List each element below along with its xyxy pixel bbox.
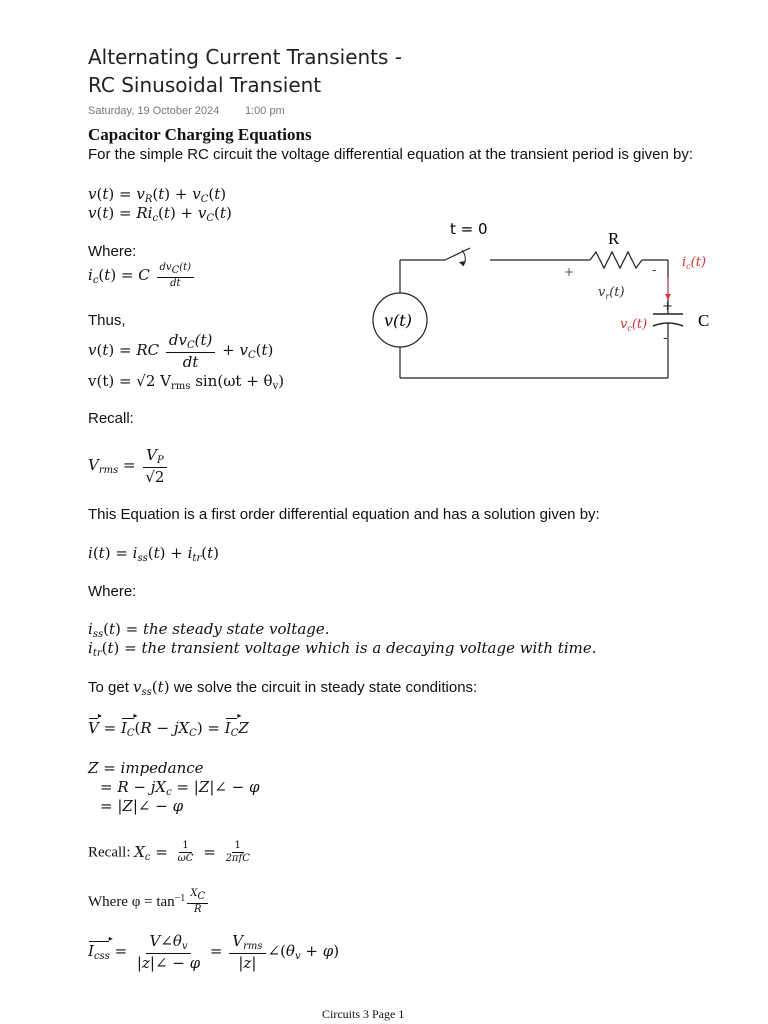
- equation-z-rect: = $R - jX_c$ = |Z|∠ − φ: [100, 778, 260, 798]
- section-heading: Capacitor Charging Equations: [88, 125, 312, 144]
- equation-kvl-ri: $v(t) = Ri_c(t) + v_C(t)$: [88, 204, 232, 224]
- resistor-minus: -: [652, 263, 657, 277]
- recall-label-1: Recall:: [88, 410, 134, 427]
- equation-solution: $i(t) = i_{ss}(t) + i_{tr}(t)$: [88, 544, 219, 564]
- where-label-1: Where:: [88, 243, 137, 260]
- page-date: Saturday, 19 October 2024: [88, 105, 220, 117]
- capacitor-plus: +: [662, 299, 673, 314]
- equation-phi: Where $\varphi = \tan^{-1}$ $\frac{X_C}{R}$: [88, 888, 210, 916]
- switch-label: t = 0: [450, 220, 488, 238]
- vc-label: $v_c(t)$: [620, 317, 648, 333]
- thus-label: Thus,: [88, 312, 126, 329]
- equation-z-polar: = |Z|∠ − φ: [100, 797, 184, 815]
- rc-circuit-diagram: [360, 210, 760, 390]
- equation-icss: $I_{css}$ ▸ = $\frac{V\angle\theta_v}{|z|\angle - \varphi}$ = $\frac{V_{rms}}{|z|}$ $\angle(\theta_v + \varphi)$: [88, 932, 339, 972]
- equation-itr: $i_{tr}(t)$ = the transient voltage which is a decaying voltage with time.: [88, 639, 597, 659]
- resistor-plus: +: [564, 265, 575, 279]
- equation-vrms: $V_{rms}$ = $\frac{V_P}{√2}$: [88, 446, 169, 486]
- page-title-line2: RC Sinusoidal Transient: [88, 73, 322, 97]
- equation-ic: $i_c(t) = C$ $\frac{dv_C(t)}{dt}$: [88, 262, 196, 290]
- equation-z: Z = impedance: [88, 759, 204, 777]
- equation-iss: $i_{ss}(t)$ = the steady state voltage.: [88, 620, 330, 640]
- resistor-symbol: [590, 252, 642, 268]
- equation-kvl: $v(t) = v_R(t) + v_C(t)$: [88, 185, 227, 205]
- to-get-text: To get $v_{ss}(t)$ we solve the circuit in steady state conditions:: [88, 678, 478, 698]
- switch-arrow: [459, 261, 466, 266]
- equation-xc: Recall: $X_c$ = $\frac{1}{\omega C}$ = $\frac{1}{\text{2πfC}}$: [88, 840, 250, 864]
- equation-rc-de: v(t) = RC $\frac{dv_C(t)}{dt}$ + $v_C(t)$: [88, 331, 274, 371]
- page-footer: Circuits 3 Page 1: [322, 1007, 405, 1021]
- page-time: 1:00 pm: [245, 105, 285, 117]
- equation-source: v(t) = √2 $V_{rms}$ $\sin(\omega t + \theta_v)$: [88, 372, 285, 392]
- intro-text: For the simple RC circuit the voltage differential equation at the transient period is given by:: [88, 146, 694, 163]
- resistor-label: R: [608, 229, 620, 248]
- capacitor-minus: -: [663, 331, 668, 346]
- page-title-line1: Alternating Current Transients -: [88, 45, 403, 69]
- vr-label: $v_r(t)$: [598, 285, 625, 301]
- capacitor-label: C: [698, 311, 710, 330]
- source-label: v(t): [384, 311, 412, 330]
- itr-definition: the transient voltage which is a decaying voltage with time.: [141, 639, 597, 657]
- current-label: $i_c(t)$: [682, 255, 707, 271]
- first-order-text: This Equation is a first order differential equation and has a solution given by:: [88, 506, 600, 523]
- iss-definition: the steady state voltage.: [142, 620, 330, 638]
- switch-blade: [445, 248, 470, 260]
- equation-phasor: V ▸ = $I_C$ ▸(R − $jX_C) = I_C$ ▸Z: [88, 719, 249, 739]
- where-label-2: Where:: [88, 583, 137, 600]
